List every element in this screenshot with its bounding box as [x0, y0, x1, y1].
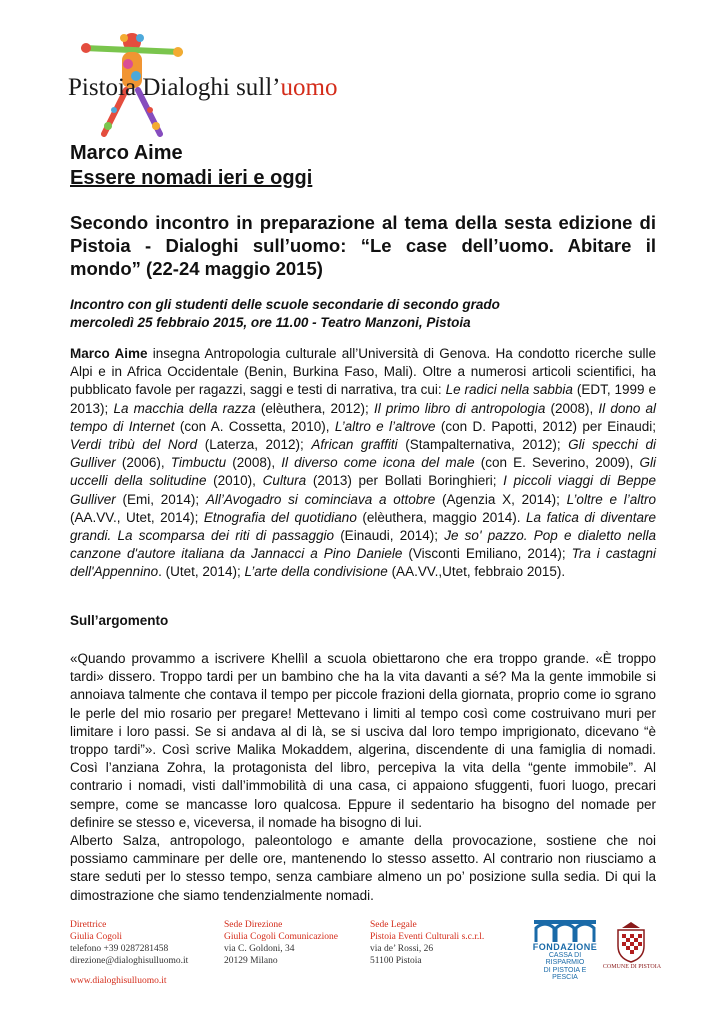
- bio-text-run: . (Utet, 2014);: [158, 564, 245, 580]
- book-title: Il primo libro di antropologia: [373, 400, 546, 416]
- website-link[interactable]: www.dialoghisulluomo.it: [70, 976, 167, 986]
- bio-text-run: (con D. Papotti, 2012) per Einaudi;: [435, 418, 656, 434]
- bio-text-run: (AA.VV., Utet, 2014);: [70, 509, 204, 525]
- book-title: Gli specchi di Gulliver: [70, 437, 656, 471]
- book-title: Gli uccelli della solitudine: [70, 455, 657, 489]
- logo-pistoia: Pistoia: [68, 74, 143, 101]
- bio-text-run: insegna Antropologia culturale all’Università di Genova. Ha condotto ricerche sulle Alpi e in Africa Occidentale (Benin, Burkina Faso, Mali). Oltre a numerosi articoli scientifici, ha pubblicato favole per ragazzi, saggi e testi di narrativa, tra cui:: [70, 346, 656, 398]
- bio-text-run: (Einaudi, 2014);: [333, 528, 445, 544]
- dialoghi-logo: [64, 30, 364, 140]
- logo-uomo: uomo: [280, 74, 338, 101]
- bio-text-run: (2006),: [115, 455, 171, 471]
- book-title: Verdi tribù del Nord: [70, 437, 198, 453]
- bio-text-run: (Visconti Emiliano, 2014);: [402, 546, 572, 562]
- body-paragraph-1: «Quando provammo a iscrivere Khellìl a scuola obiettarono che era troppo grande. «È troppo tardi» dissero. Troppo tardi per un bambino che ha la vita davanti a sé? Ma la gente immobile si annoiava talmente che contava il tempo per piccole frazioni della giornata, proprio come io sgrano le perle del mio rosario per pregare! Mettevano i limiti al tempo così come costruivano muri per limitare i loro passi. Se si andava al di là, se si usciva dal loro tempo imprigionato, dicevano “è troppo tardi”». Così scrive Malika Mokaddem, algerina, discendente di una famiglia di nomadi. Così l’anziana Zohra, la protagonista del libro, percepiva la vita della “gente immobile”. Al contrario i nomadi, visti dall’immobilità di una casa, ci appaiono sfuggenti, fuori luogo, precari sempre, come se mancasse loro qualcosa. Eppure il sedentario ha bisogno del nomade per definire se stesso e, viceversa, il nomade ha bisogno di lui.: [70, 651, 656, 830]
- comune-logo: [602, 920, 662, 975]
- bio-text-run: (elèuthera, maggio 2014).: [356, 509, 527, 525]
- book-title: L’altro e l’altrove: [334, 418, 436, 434]
- footer-office-street: via C. Goldoni, 34: [224, 944, 295, 954]
- footer-director-name: Giulia Cogoli: [70, 932, 122, 942]
- logo-dialoghi: Dialoghi sull’: [142, 74, 281, 101]
- section-heading: Sull’argomento: [70, 613, 169, 628]
- footer-office-city: 20129 Milano: [224, 956, 278, 966]
- book-title: Tra i castagni dell'Appennino: [70, 546, 657, 580]
- footer-office-label: Sede Direzione: [224, 920, 283, 930]
- book-title: L’arte della condivisione: [244, 564, 388, 580]
- book-title: African graffiti: [311, 437, 398, 453]
- event-subtitle: Secondo incontro in preparazione al tema della sesta edizione di Pistoia - Dialoghi sull’uomo: “Le case dell’uomo. Abitare il mondo” (22-24 maggio 2015): [70, 212, 656, 279]
- bio-text: [70, 346, 656, 579]
- bio-text-run: (EDT, 1999 e 2013);: [70, 382, 656, 416]
- book-title: I piccoli viaggi di Beppe Gulliver: [70, 473, 657, 507]
- book-title: Il diverso come icona del male: [281, 455, 475, 471]
- talk-title: Essere nomadi ieri e oggi: [70, 167, 313, 189]
- fondazione-line2: DI PISTOIA E PESCIA: [543, 966, 587, 981]
- bio-text-run: (Agenzia X, 2014);: [435, 491, 567, 507]
- bio-text-run: (2008),: [545, 400, 599, 416]
- footer-phone: telefono +39 0287281458: [70, 944, 169, 954]
- bridge-arches-icon: [530, 918, 600, 944]
- footer-legal-name: Pistoia Eventi Culturali s.c.r.l.: [370, 932, 485, 942]
- body-paragraph-2: Alberto Salza, antropologo, paleontologo e amante della provocazione, sostiene che noi possiamo camminare per delle ore, mantenendo lo stesso assetto. Al contrario non riusciamo a stare seduti per lo stesso tempo, senza cambiare almeno un po’ posizione sulla sedia. Di qui la dimostrazione che siamo tendenzialmente nomadi.: [70, 833, 656, 903]
- meeting-audience: Incontro con gli studenti delle scuole secondarie di secondo grado: [70, 297, 500, 312]
- bio-text-run: (2013) per Bollati Boringhieri;: [306, 473, 504, 489]
- book-title: Timbuctu: [170, 455, 227, 471]
- footer-email[interactable]: direzione@dialoghisulluomo.it: [70, 956, 189, 966]
- footer-office: [224, 919, 338, 967]
- bio-text-run: (Emi, 2014);: [115, 491, 206, 507]
- bio-text-run: (Laterza, 2012);: [197, 437, 312, 453]
- bio-text-run: (con A. Cossetta, 2010),: [174, 418, 335, 434]
- meeting-info: [70, 296, 500, 332]
- book-title: Cultura: [262, 473, 307, 489]
- bio-text-run: (elèuthera, 2012);: [255, 400, 374, 416]
- bio-text-run: (2010),: [206, 473, 263, 489]
- fondazione-name: FONDAZIONE: [532, 942, 598, 952]
- fondazione-text: [530, 944, 600, 982]
- footer-legal: [370, 919, 484, 967]
- book-title: La fatica di diventare grandi. La scomparsa dei riti di passaggio: [70, 509, 656, 544]
- book-title: All’Avogadro si cominciava a ottobre: [205, 491, 436, 507]
- page-title: [70, 141, 312, 191]
- body-text: [70, 650, 656, 905]
- book-title: Je so' pazzo. Pop e dialetto nella canzone d'autore italiana da Jannacci a Pino Daniele: [70, 528, 656, 562]
- bio-text-run: (2008),: [226, 455, 282, 471]
- footer-director: [70, 919, 188, 967]
- bio-text-run: (AA.VV.,Utet, febbraio 2015).: [387, 564, 566, 580]
- comune-text: COMUNE DI PISTOIA: [602, 964, 662, 970]
- book-title: Le radici nella sabbia: [445, 382, 573, 398]
- footer-legal-city: 51100 Pistoia: [370, 956, 422, 966]
- book-title: La macchia della razza: [113, 400, 256, 416]
- bio-text-run: (Stampalternativa, 2012);: [397, 437, 569, 453]
- book-title: Etnografia del quotidiano: [203, 509, 357, 525]
- footer-office-name: Giulia Cogoli Comunicazione: [224, 932, 338, 942]
- fondazione-logo: [530, 918, 600, 981]
- logo-text: [68, 74, 337, 102]
- bio-text-run: (con E. Severino, 2009),: [474, 455, 640, 471]
- bio-name: Marco Aime: [70, 346, 148, 361]
- coat-of-arms-icon: [608, 920, 654, 964]
- footer-director-label: Direttrice: [70, 920, 107, 930]
- footer-legal-street: via de’ Rossi, 26: [370, 944, 434, 954]
- footer-legal-label: Sede Legale: [370, 920, 417, 930]
- book-title: Il dono al tempo di Internet: [70, 400, 656, 434]
- fondazione-line1: CASSA DI RISPARMIO: [545, 951, 585, 966]
- meeting-datetime: mercoledì 25 febbraio 2015, ore 11.00 - Teatro Manzoni, Pistoia: [70, 315, 471, 330]
- author-name: Marco Aime: [70, 142, 183, 164]
- book-title: L’oltre e l’altro: [566, 491, 656, 507]
- bio-paragraph: [70, 345, 656, 582]
